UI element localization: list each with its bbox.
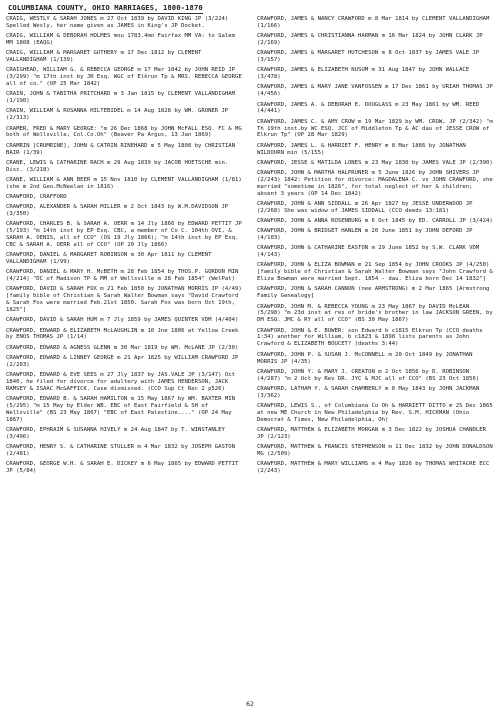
marriage-entry: CRAWFORD, JOHN & ELIZA BOWMAN m 21 Sep 1854 by JOHN CROOKS JP (4/250) [family bible of Christian & Sarah Walter Bowman says "John Crawford & Eliza Bowman were married Sept. 1854 - dau. Eliza born Dec 14 1832"] [257, 262, 497, 283]
marriage-entry: CRAWFORD, EDWARD & EVE SEES m 27 Jly 1837 by JAS.VALE JP (3/147) Oct 1840, he filed for divorce for adultery with JAMES HENDERSON, JACK RAMSEY & ISAAC McGAFFICK. Case dismissed. (CCO Sup Ct Rec 2 p526) [6, 372, 239, 392]
marriage-entry: CRAWFORD, JOHN & CATHARINE EASTON m 29 June 1852 by S.W. CLARK VDM (4/143) [257, 245, 483, 259]
marriage-entry: CRAWFORD, JOHN & MARTHA HALPRUNER m 5 June 1826 by JOHN SHIVERS JP (2/243) 1842: Petition for divorce: MAGDALENA C. vs JOHN CRAWFORD, she married "sometime in 1826", for total neglect of her & children; absent 3 years (OP 14 Dec 1842) [257, 169, 497, 197]
marriage-entry: CRAIG, WILLIAM & MARGARET GUTHERY m 17 Dec 1812 by CLEMENT VALLANDIGHAM (1/139) [6, 50, 205, 64]
marriage-entry: CRAWFORD, JAMES & MARY JANE VANFOSSEN m 17 Dec 1861 by URIAH THOMAS JP (4/456) [257, 84, 497, 98]
marriage-entry: CRAWFORD, EDWARD & ELIZABETH McLAUGHLIN m 10 Jne 1806 at Yellow Creek by ENOS THOMAS JP (1/14) [6, 327, 242, 341]
marriage-entry: CRAWFORD, LEWIS S., of Columbiana Co Oh & HARRIETT DITTO m 25 Dec 1865 at new ME Church in New Philadelphia by Rev. S.M. HICKMAN (Ohio Democrat & Times, New Philadelphia, Oh) [257, 402, 497, 423]
marriage-entry: CRAWFORD, JAMES & ELIZABETH NUSUM m 31 Aug 1847 by JOHN WALLACE (3/478) [257, 67, 473, 81]
marriage-entry: CRAWFORD, DAVID & SARAH HUM m 7 Jly 1859 by JAMES QUINTER VDM (4/404) [6, 317, 239, 324]
marriage-entry: CRAWFORD, JOHN P. & SUSAN J. McCONNELL m 20 Oct 1849 by JONATHAN MORRIS JP (4/35) [257, 351, 476, 365]
marriage-entry: CRAWFORD, ALEXANDER & SARAH MILLER m 2 Oct 1843 by W.M.DAVIDSON JP (3/350) [6, 204, 232, 218]
marriage-entry: CRAWFORD, CRAFFORD [6, 194, 67, 200]
marriage-entry: CRAMER, FRED & MARY GEORGE: "m 26 Dec 1868 by JOHN McFALL ESQ. FC & MG both of Wellsville, Col.Co.Oh" (Beaver Pa Argus, 13 Jan 1869) [6, 125, 246, 139]
marriage-entry: CRAWFORD, EDWARD & AGNESS GLENN m 30 Mar 1819 by WM. McLANE JP (2/30) [6, 344, 239, 351]
marriage-entry: CRAWFORD, JAMES A. & DEBORAH E. DOUGLASS m 23 May 1861 by WM. REED (4/441) [257, 101, 483, 115]
marriage-entry: CRAWFORD, JOHN & ANN SIDDALL m 26 Apr 1827 by JESSE UNDERWOOD JP (2/268) She was widow of JAMES SIDDALL (CCO deeds 13:181) [257, 200, 476, 214]
marriage-entry: CRAWFORD, DANIEL & MARGARET ROBINSON m 30 Apr 1811 by CLEMENT VALLANDIGHAM (1/99) [6, 252, 215, 266]
marriage-entry: CRAWFORD, JAMES & NANCY CRAWFORD m 8 Mar 1814 by CLEMENT VALLANDIGHAM (1/166) [257, 16, 493, 29]
marriage-entry: CRAIG, WESTLY & SARAH JONES m 27 Oct 1839 by DAVID KING JP (3/224) Spelled Wesly, her name given as JAMES in King's JP Docket. [6, 16, 232, 29]
marriage-entry: CRAWFORD, JOHN & E. BOWER: son Edward b c1815 Elkrun Tp (CCO deaths 1:34) another for William, b c1823 & 1898 lists parents as John Crawford & ELIZABETH BOUCET? (deaths 3:44) [257, 327, 487, 348]
marriage-entry: CRAWFORD, JESSE & MATILDA LONES m 23 May 1830 by JAMES VALE JP (2/390) [257, 159, 493, 166]
marriage-entry: CRANE, WILLIAM & ANN BEER m 15 Nov 1810 by CLEMENT VALLANDIGHAM (1/81) (she m 2nd Geo.McNeelan in 1816) [6, 176, 246, 190]
marriage-entry: CRAIGHEAD, WILLIAM G. & REBECCA GEORGE m 17 Mar 1842 by JOHN REID JP (3/299) "m 17th inst by JR Esq. WGC of Elkrun Tp & MRS. REBECCA GEORGE all of co." (OP 25 Mar 1842) [6, 67, 246, 88]
marriage-entry: CRAWFORD, MATTHEW & ELIZABETH MORGAN m 3 Dec 1822 by JOSHUA CHANDLER JP (2/123) [257, 426, 490, 440]
marriage-entry: CRAIG, WILLIAM & DEBORAH HOLMES mou 1783.4mo Fairfax MM VA: to Salem MM 1808 (EAQG) [6, 33, 239, 47]
marriage-entry: CRAWFORD, EDWARD B. & SARAH HAMILTON m 15 May 1867 by WM. BAXTER MIN (5/295) "m 15 May by Elder WB. EBC of East Fairfield & SH of Wellsville" (BS 23 May 1867) "EBC of East Palestine...." (OP 24 May 1867) [6, 396, 239, 423]
right-column [257, 16, 497, 478]
marriage-entry: CRAWFORD, JAMES & CHRISTIANNA HARMAN m 16 Mar 1824 by JOHN CLARK JP (2/169) [257, 33, 487, 47]
marriage-entry: CRAWFORD, LATHAM Y. & SARAH CHAMBERLY m 8 May 1843 by JOHN JACKMAN (3/362) [257, 385, 483, 399]
marriage-entry: CRAWFORD, EDWARD & LINNEY GEORGE m 21 Apr 1825 by WILLIAM CRAWFORD JP (2/203) [6, 354, 242, 368]
marriage-entry: CRAWFORD, EPHRAIM & SUSANNA HIVELY m 24 Aug 1847 by T. WINSTANLEY (3/496) [6, 426, 229, 440]
page-number: 62 [246, 700, 254, 708]
marriage-entry: CRAWFORD, HENRY S. & CATHARINE STULLER m 4 Mar 1832 by JOSEPH GASTON (2/481) [6, 444, 239, 457]
marriage-entry: CRAWFORD, JAMES L. & HARRIET F. HENRY m 8 Mar 1866 by JONATHAN WILDOURN min (5/155) [257, 142, 470, 156]
marriage-entry: CRAIN, WILLIAM & ROSANNA HILTEBIDEL m 14 Aug 1828 by WM. GRONER JP (2/313) [6, 108, 232, 122]
marriage-entry: CRAWFORD, JOHN & BRIDGET HANLEN m 20 June 1851 by JOHN DEFORD JP (4/103) [257, 228, 476, 242]
marriage-entry: CRAWFORD, MATTHEW & MARY WILLIAMS m 4 May 1826 by THOMAS WHITACRE ECC (2/243) [257, 461, 493, 475]
marriage-entry: CRAWFORD, JOHN M. & REBECCA YOUNG m 23 May 1867 by DAVID McLEAN (5/298) "m 23d inst at res of bride's brother in law JACKSON GREEN, by DM ESQ. JMC & RY all of CCO" (BS 30 May 1867) [257, 303, 497, 324]
marriage-entry: CRAWFORD, DANIEL & MARY H. McBETH m 28 Feb 1854 by THOS.P. GORDON MIN (4/214) "DC of Madison TP & MM of Wellsville m 28 Feb 1854" (WelPat) [6, 269, 242, 283]
marriage-entry: CRANE, LEWIS & CATHARINE RACH m 29 Aug 1839 by JACOB HOETSCHE min. Disc. (3/218) [6, 159, 232, 173]
marriage-entry: CRAWFORD, DAVID & SARAH FOX m 21 Feb 1850 by JONATHAN MORRIS JP (4/49) [family bible of Christian & Sarah Walter Bowman says "David Crawford & Sarah Fox were married Feb.21st 1850. Sarah Fox was born Oct 19th, 1825"] [6, 286, 246, 314]
marriage-entry: CRAWFORD, GEORGE W.H. & SARAH E. DICKEY m 6 May 1865 by EDWARD PETTIT JP (5/84) [6, 461, 242, 475]
marriage-entry: CRAWFORD, JAMES C. & AMY CROW m 19 Mar 1829 by WM. CROW, JP (2/342) "m Th 19th inst.by WC ESQ. JCC of Middleton Tp & AC dau of JESSE CROW of Elkrun Tp" (OP 28 Mar 1829) [257, 118, 497, 139]
marriage-entry: CRAWFORD, JOHN & SARAH CANNON (nee ARMSTRONG) m 2 Mar 1865 [Armstrong Family Genealogy] [257, 286, 493, 300]
marriage-entry: CRAWFORD, JOHN Y. & MARY J. CREATON m 2 Oct 1856 by D. ROBINSON (4/287) "m 2 Oct by Rev DR. JYC & MJC all of CCO" (BS 23 Oct 1856) [257, 368, 480, 382]
marriage-entry: CRAMRIN [CRUMRINE], JOHN & CATRIN RINEHARD m 5 May 1808 by CHRISTIAN BAIR (1/39) [6, 142, 239, 156]
page-header: COLUMBIANA COUNTY, OHIO MARRIAGES, 1800-1870 [8, 3, 203, 12]
left-column [6, 16, 246, 478]
marriage-entry: CRAIN, JOHN & TABITHA PRITCHARD m 3 Jan 1815 by CLEMENT VALLANDIGHAM (1/190) [6, 91, 239, 105]
marriage-entry: CRAWFORD, JOHN & ANNA ROSENBURG m 6 Oct 1845 by ED. CARROLL JP (3/424) [257, 218, 493, 225]
marriage-entry: CRAWFORD, JAMES & MARGARET HUTCHESON m 8 Oct 1837 by JAMES VALE JP (3/157) [257, 50, 483, 64]
marriage-entry: CRAWFORD, MATTHEW & FRANCIS STEPHENSON m 11 Dec 1832 by JOHN DONALDSON MG (2/509) [257, 444, 497, 457]
marriage-entry: CRAWFORD, CHARLES B. & SARAH A. OERR m 14 Jly 1866 by EDWARD PETTIT JP (5/193) "m 14th inst by EP Esq. CBC, a member of Co C. 104th OVI, & SARAH A. OENIS, all of CCO" (OS 19 Jly 1866); "m 14th inst by EP Esq. CBC & SARAH A. OERR all of CCO" (OP 20 Jly 1866) [6, 221, 246, 249]
